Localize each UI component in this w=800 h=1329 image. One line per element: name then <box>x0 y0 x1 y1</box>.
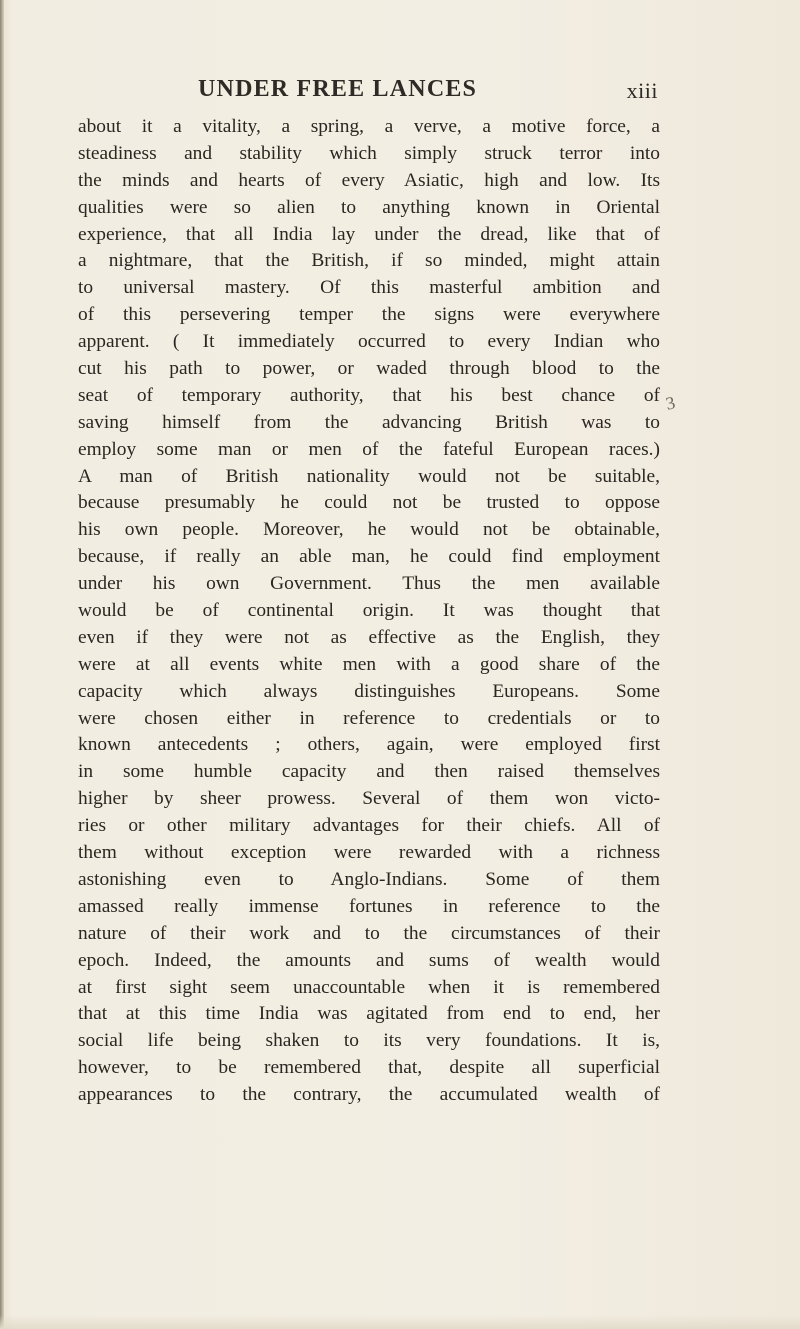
text-line: amassed really immense fortunes in reference to the <box>78 895 660 917</box>
body-text <box>78 114 660 1109</box>
text-line: astonishing even to Anglo-Indians. Some of them <box>78 868 660 890</box>
text-line: higher by sheer prowess. Several of them won victo- <box>78 788 660 810</box>
text-line: steadiness and stability which simply struck terror into <box>78 142 660 164</box>
text-line: A man of British nationality would not be suitable, <box>78 465 660 487</box>
text-line: epoch. Indeed, the amounts and sums of wealth would <box>78 949 660 971</box>
text-line: that at this time India was agitated from end to end, her <box>78 1003 660 1025</box>
text-line: qualities were so alien to anything known in Oriental <box>78 196 660 218</box>
margin-annotation: 3 <box>663 392 677 414</box>
page-bottom-edge <box>0 1315 800 1329</box>
text-line: because, if really an able man, he could find employment <box>78 546 660 568</box>
text-line: appearances to the contrary, the accumulated wealth of <box>78 1084 660 1106</box>
text-line: social life being shaken to its very foundations. It is, <box>78 1030 660 1052</box>
text-line: under his own Government. Thus the men available <box>78 573 660 595</box>
running-head <box>78 76 660 110</box>
text-line: apparent. ( It immediately occurred to every Indian who <box>78 331 660 353</box>
text-line: at first sight seem unaccountable when it is remembered <box>78 976 660 998</box>
text-line: experience, that all India lay under the dread, like that of <box>78 223 660 245</box>
text-line: the minds and hearts of every Asiatic, high and low. Its <box>78 169 660 191</box>
text-line: saving himself from the advancing British was to <box>78 411 660 433</box>
running-title: UNDER FREE LANCES <box>198 76 478 102</box>
text-line: of this persevering temper the signs were everywhere <box>78 304 660 326</box>
text-line: cut his path to power, or waded through blood to the <box>78 358 660 380</box>
page-number: xiii <box>626 78 658 103</box>
text-line: however, to be remembered that, despite all superficial <box>78 1057 660 1079</box>
text-line: because presumably he could not be trusted to oppose <box>78 492 660 514</box>
text-line: were at all events white men with a good share of the <box>78 653 660 675</box>
text-line: known antecedents ; others, again, were employed first <box>78 734 660 756</box>
text-line: to universal mastery. Of this masterful ambition and <box>78 277 660 299</box>
text-line: employ some man or men of the fateful European races.) <box>78 438 660 460</box>
text-line: ries or other military advantages for their chiefs. All of <box>78 815 660 837</box>
text-line: in some humble capacity and then raised themselves <box>78 761 660 783</box>
text-line: them without exception were rewarded with a richness <box>78 842 660 864</box>
text-line: would be of continental origin. It was thought that <box>78 600 660 622</box>
text-line: his own people. Moreover, he would not be obtainable, <box>78 519 660 541</box>
text-line: a nightmare, that the British, if so minded, might attain <box>78 250 660 272</box>
text-line: capacity which always distinguishes Europeans. Some <box>78 680 660 702</box>
text-line: were chosen either in reference to credentials or to <box>78 707 660 729</box>
text-line: even if they were not as effective as the English, they <box>78 626 660 648</box>
text-line: nature of their work and to the circumstances of their <box>78 922 660 944</box>
text-line: seat of temporary authority, that his best chance of <box>78 384 660 406</box>
binding-gutter <box>0 0 4 1329</box>
text-line: about it a vitality, a spring, a verve, a motive force, a <box>78 116 660 137</box>
